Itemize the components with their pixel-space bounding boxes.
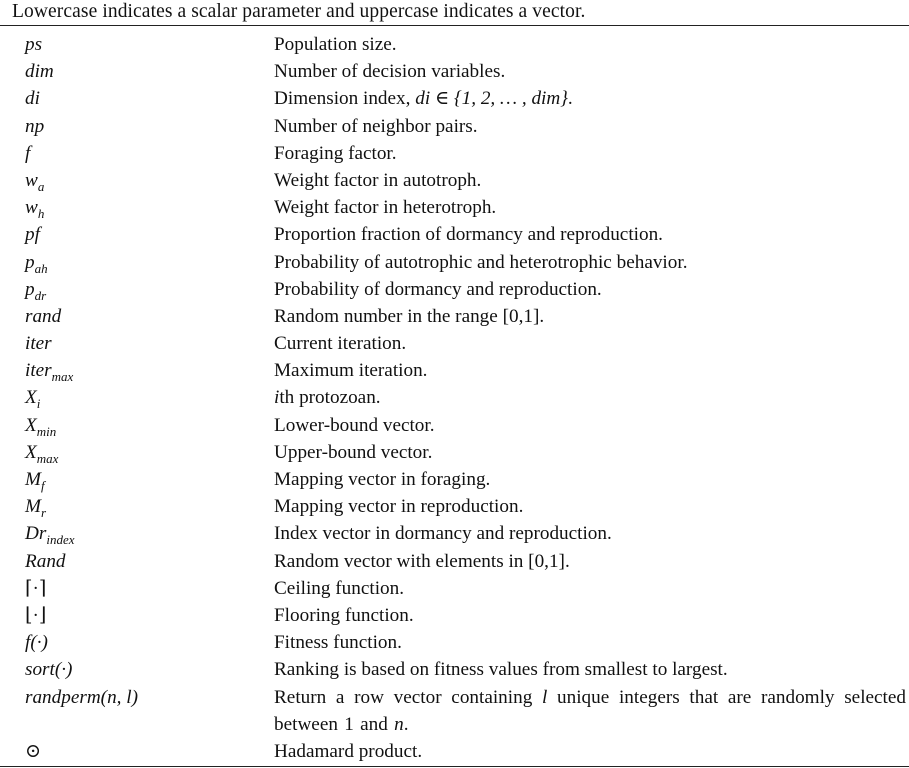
table-row <box>0 493 909 520</box>
description-cell: Current iteration. <box>274 333 407 355</box>
description-cell: Random vector with elements in [0,1]. <box>274 550 570 572</box>
description-cell: Number of neighbor pairs. <box>274 115 478 137</box>
symbol-cell: iter <box>25 333 52 355</box>
table-row <box>0 466 909 493</box>
description-cell: Probability of autotrophic and heterotrophic behavior. <box>274 251 688 273</box>
table-row <box>0 602 909 629</box>
description-cell: Flooring function. <box>274 604 414 626</box>
description-cell: Maximum iteration. <box>274 360 428 382</box>
table-row <box>0 249 909 276</box>
description-cell: Number of decision variables. <box>274 61 506 83</box>
table-row <box>0 140 909 167</box>
table-row <box>0 548 909 575</box>
description-cell: Index vector in dormancy and reproduction. <box>274 523 612 545</box>
symbol-cell: $M_r$ <box>25 496 47 521</box>
symbol-cell: $w_h$ <box>25 197 45 222</box>
table-row <box>0 412 909 439</box>
description-cell: Upper-bound vector. <box>274 441 433 463</box>
description-cell: Weight factor in autotroph. <box>274 169 482 191</box>
table-row <box>0 31 909 58</box>
symbol-cell: $X_{min}$ <box>25 414 57 439</box>
table-caption: Lowercase indicates a scalar parameter and uppercase indicates a vector. <box>12 1 586 22</box>
top-rule <box>0 25 909 26</box>
description-cell: Mapping vector in foraging. <box>274 469 491 490</box>
symbol-cell: pf <box>25 224 40 246</box>
description-cell: Foraging factor. <box>274 142 397 164</box>
symbol-cell: ps <box>25 34 43 55</box>
symbol-cell: $X_i$ <box>25 387 41 412</box>
table-row <box>0 384 909 411</box>
bottom-rule <box>0 766 909 767</box>
symbol-cell: Rand <box>25 550 66 572</box>
symbol-cell: $X_{max}$ <box>25 441 59 466</box>
description-cell: Ranking is based on fitness values from smallest to largest. <box>274 659 728 681</box>
table-row <box>0 276 909 303</box>
symbol-cell: sort(·) <box>25 659 73 681</box>
description-cell: ith protozoan. <box>274 387 381 409</box>
description-cell: Population size. <box>274 34 397 55</box>
table-row <box>0 520 909 547</box>
description-cell: Proportion fraction of dormancy and reproduction. <box>274 224 663 246</box>
table-row <box>0 575 909 602</box>
description-cell: Fitness function. <box>274 632 402 654</box>
notation-table <box>0 31 909 765</box>
description-cell: Ceiling function. <box>274 577 405 599</box>
symbol-cell: randperm(n, l) <box>25 686 138 708</box>
table-row <box>0 738 909 765</box>
table-row <box>0 167 909 194</box>
description-cell: Return a row vector containing l unique integers that are randomly selected between 1 and n. <box>274 686 906 735</box>
table-row <box>0 303 909 330</box>
symbol-cell: ⌈·⌉ <box>25 577 47 599</box>
symbol-cell: f <box>25 142 31 164</box>
description-cell: Dimension index, di ∈ {1, 2, … , dim}. <box>274 88 573 110</box>
symbol-cell: iter$_{max}$ <box>25 360 74 385</box>
table-row <box>0 113 909 140</box>
table-row <box>0 439 909 466</box>
symbol-cell: di <box>25 88 40 110</box>
table-row <box>0 85 909 112</box>
description-cell: Lower-bound vector. <box>274 414 435 436</box>
symbol-cell: ⊙ <box>25 740 42 762</box>
symbol-cell: $p_{ah}$ <box>25 251 48 276</box>
table-row <box>0 656 909 683</box>
symbol-cell: dim <box>25 61 54 83</box>
table-row <box>0 58 909 85</box>
description-cell: Mapping vector in reproduction. <box>274 496 524 518</box>
table-row <box>0 330 909 357</box>
description-cell: Random number in the range [0,1]. <box>274 305 545 327</box>
description-cell: Hadamard product. <box>274 740 423 762</box>
description-cell: Weight factor in heterotroph. <box>274 197 497 219</box>
symbol-cell: np <box>25 115 45 137</box>
symbol-cell: rand <box>25 305 62 327</box>
symbol-cell: $Dr_{index}$ <box>25 523 75 548</box>
table-row <box>0 221 909 248</box>
symbol-cell: f(·) <box>25 632 48 654</box>
symbol-cell: $M_f$ <box>25 469 45 493</box>
table-row <box>0 684 909 738</box>
table-row <box>0 194 909 221</box>
symbol-cell: $w_a$ <box>25 169 45 194</box>
description-cell: Probability of dormancy and reproduction. <box>274 278 602 300</box>
symbol-cell: ⌊·⌋ <box>25 604 47 626</box>
symbol-cell: $p_{dr}$ <box>25 278 47 303</box>
table-row <box>0 357 909 384</box>
table-row <box>0 629 909 656</box>
